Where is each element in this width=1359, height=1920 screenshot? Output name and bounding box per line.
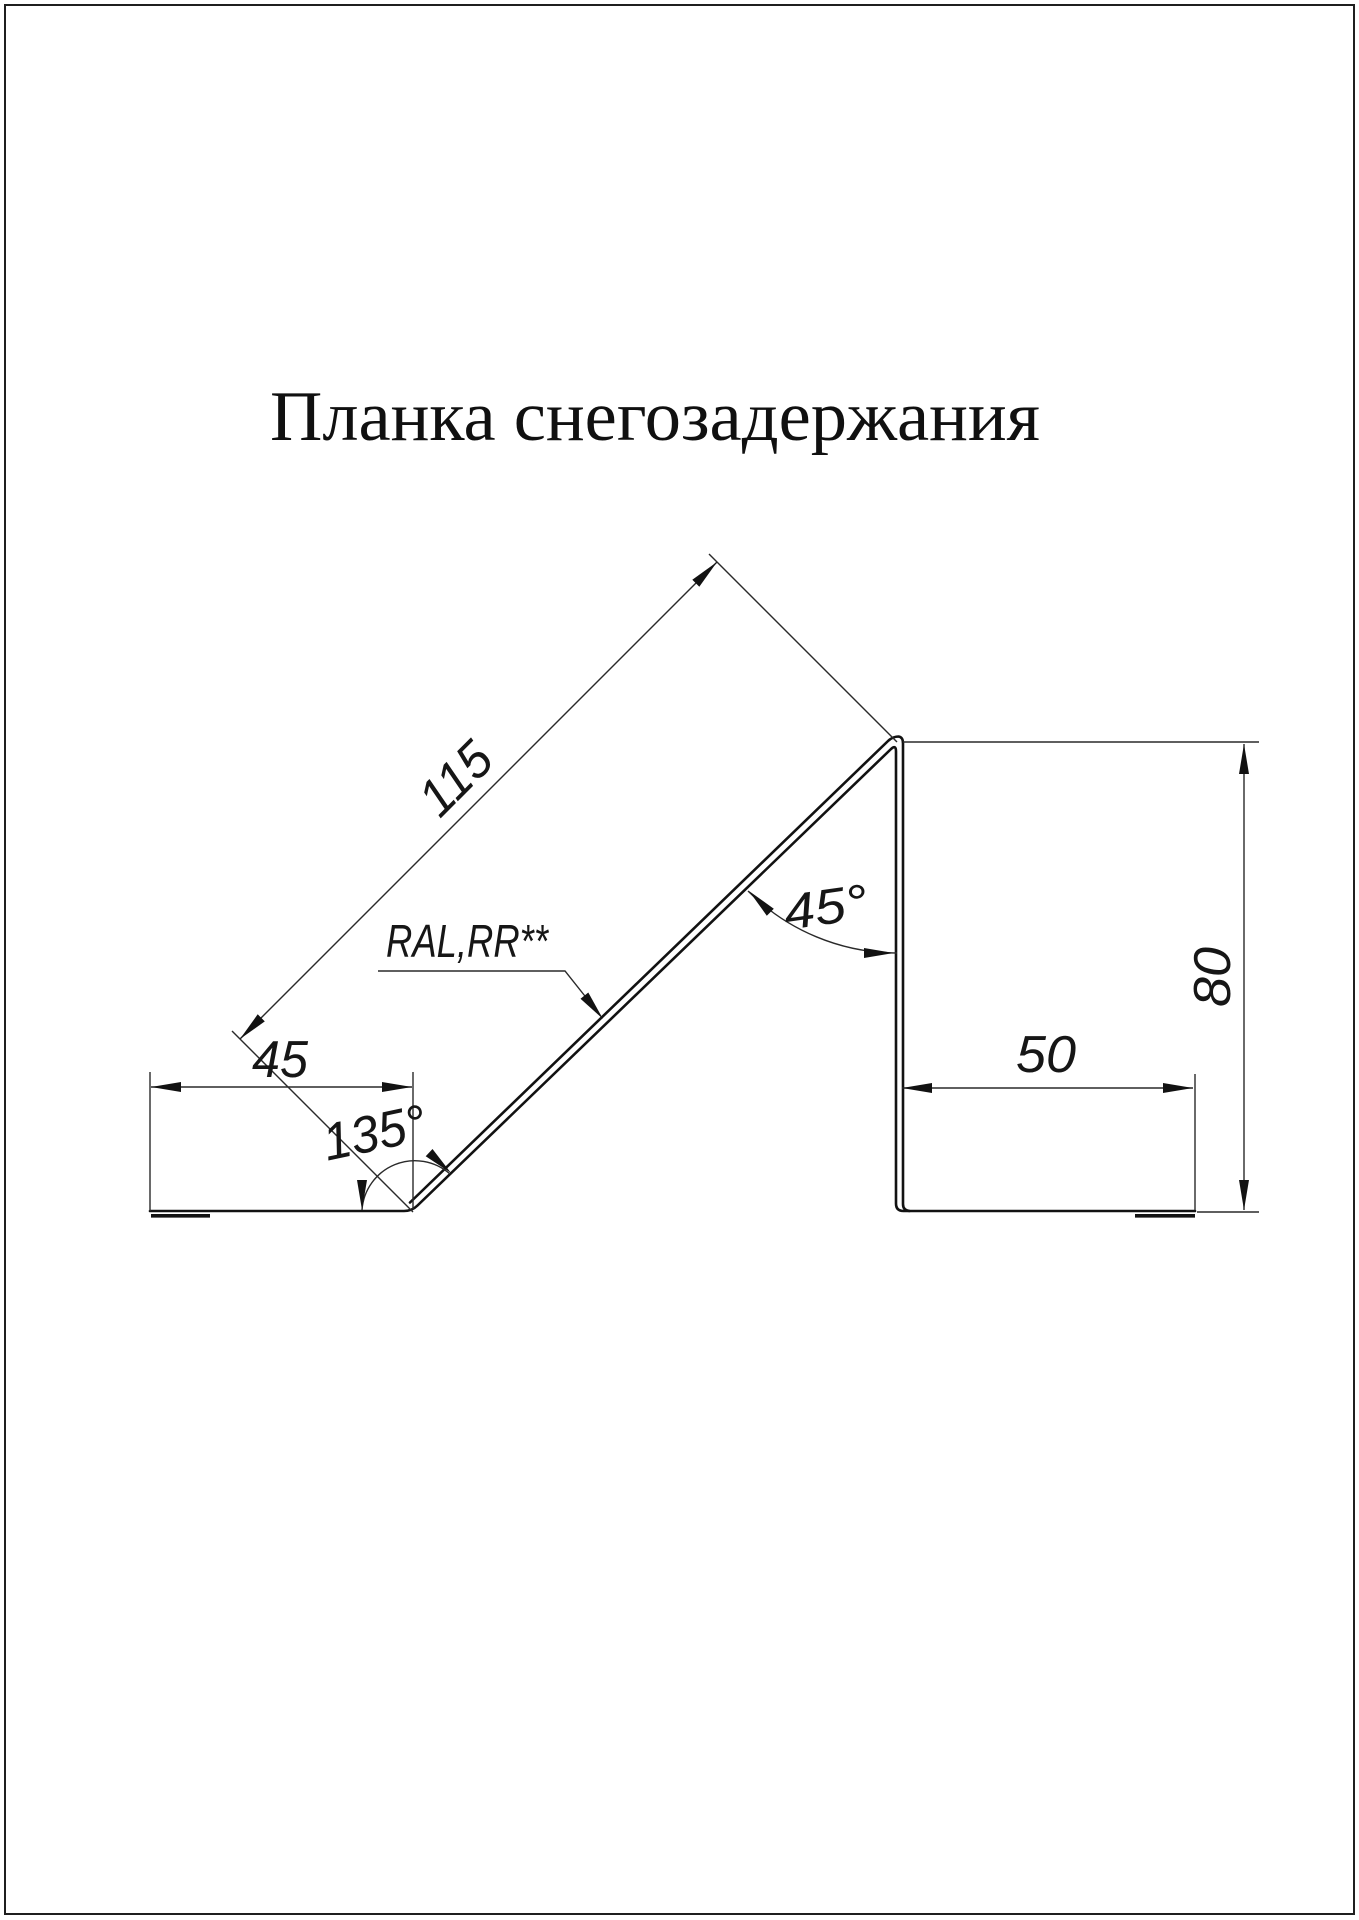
dim-label-height: 80 [1184,949,1242,1007]
coating-label-ral: RAL,RR** [386,915,550,967]
extension-lines [150,554,1259,1212]
arrow-80-bottom [1239,1180,1249,1210]
arrow-45-left [151,1082,181,1092]
dimension-labels [252,729,1242,1172]
arrow-arc135-right [426,1149,451,1173]
arrow-80-top [1239,744,1249,774]
dimension-lines [151,562,1244,1210]
arrow-45-right [382,1082,412,1092]
ext-line-slope-top [709,554,897,742]
arrow-50-right [1163,1083,1193,1093]
arrow-115-top [692,562,717,587]
page-border [5,5,1354,1914]
page-title: Планка снегозадержания [270,378,1040,456]
arrow-arc45-right [864,948,894,958]
leader-line-ral [378,971,600,1015]
dim-label-right-flange: 50 [1016,1026,1077,1084]
dim-line-115 [240,562,717,1039]
profile-inner-surface [150,747,1195,1211]
profile-outline [150,737,1195,1216]
arrow-leader-ral [581,993,604,1020]
dim-label-slope-length: 115 [407,728,507,828]
dim-label-top-angle: 45° [780,874,863,941]
dimension-arrowheads [151,562,1249,1210]
arrow-arc45-left [749,891,774,916]
dim-label-left-flange: 45 [252,1031,310,1089]
dim-label-bottom-angle: 135° [317,1093,435,1173]
arrow-50-left [902,1083,932,1093]
